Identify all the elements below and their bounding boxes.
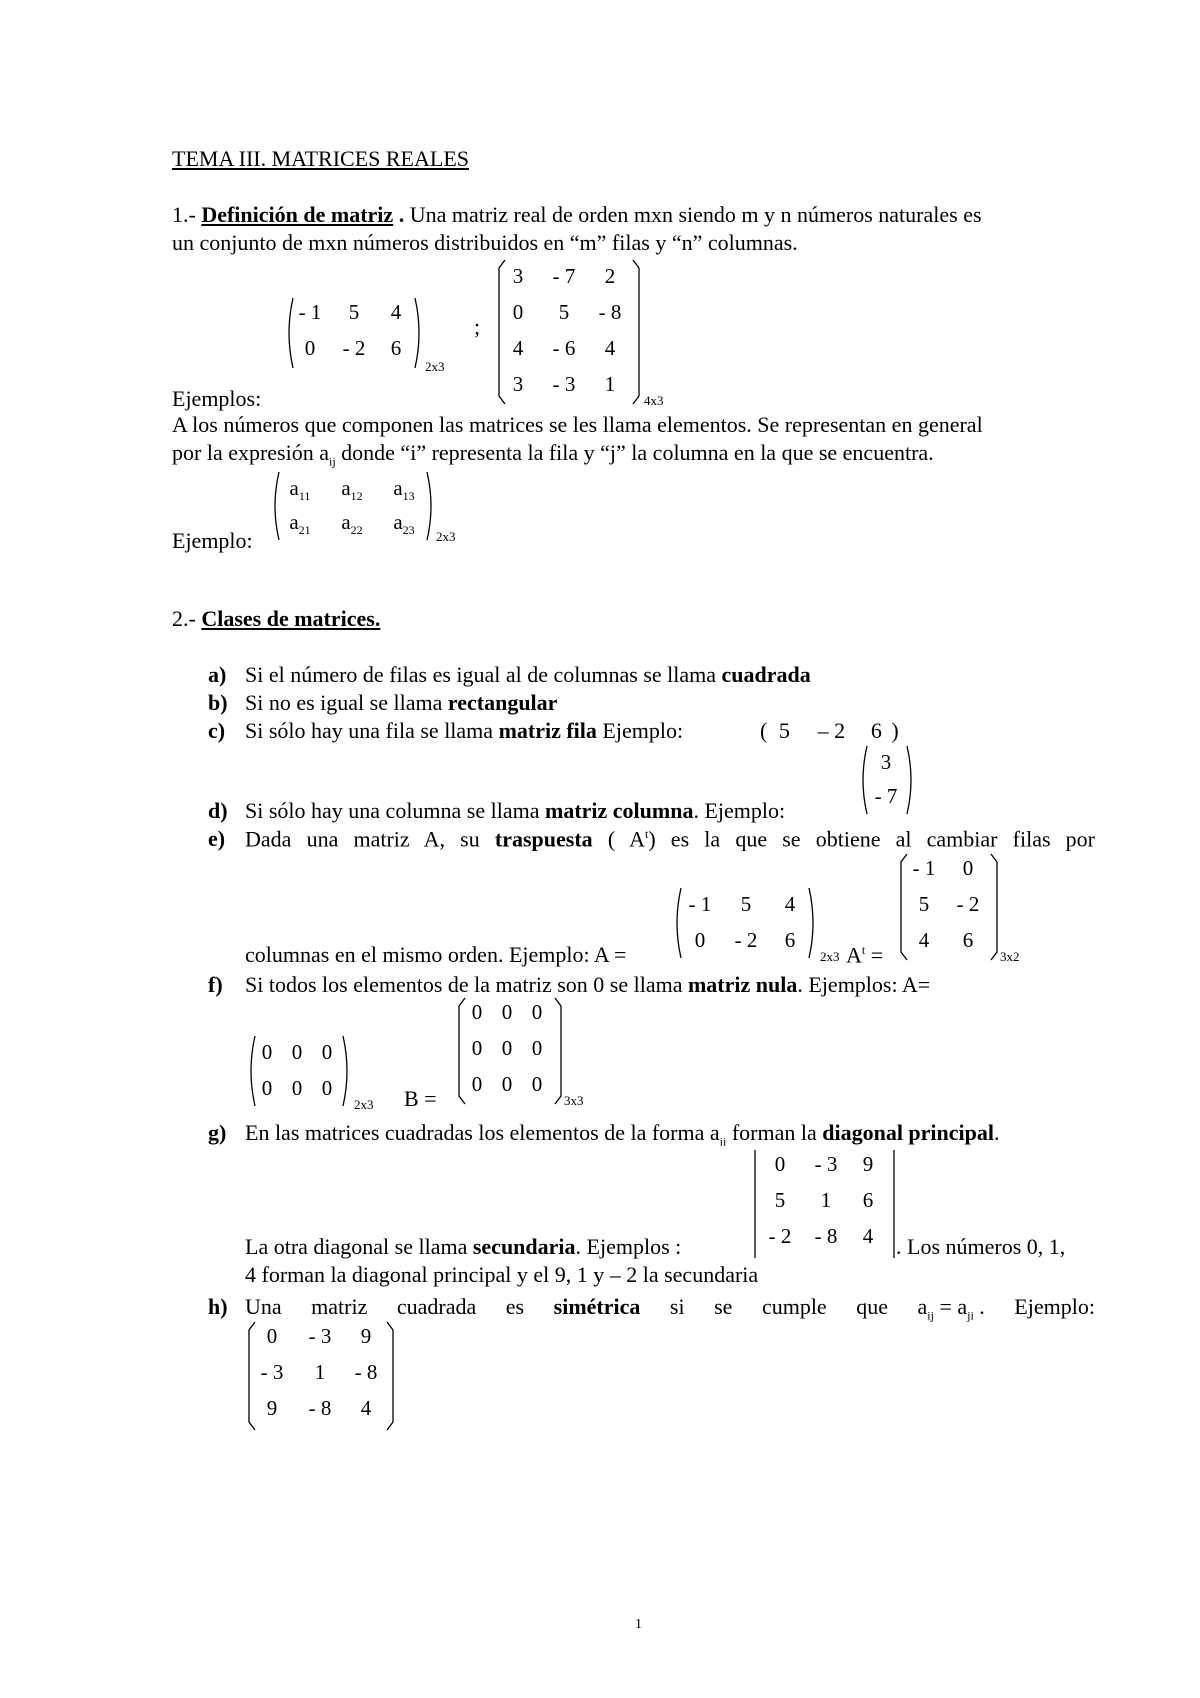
matrix-cell: - 3 xyxy=(552,372,576,396)
matrix-cell: 6 xyxy=(962,928,974,952)
matrix-cell: 9 xyxy=(862,1152,874,1176)
matrix-A-2x3 xyxy=(672,886,852,964)
matrix-cell: $a_{11}$ xyxy=(289,476,311,504)
matrix-cell: - 6 xyxy=(552,336,576,360)
column-matrix-example xyxy=(858,744,918,816)
item-f-text: Si todos los elementos de la matriz son 0 se llama matriz nula. Ejemplos: A= xyxy=(245,972,931,997)
right-paren xyxy=(808,886,818,960)
symmetric-equation: $a_{ij} = a_{ji}$ . xyxy=(917,1294,985,1323)
matrix-cell: 0 xyxy=(694,928,706,952)
matrix-cell: - 8 xyxy=(598,300,622,324)
elements-text-2b: donde “i” representa la fila y “j” la columna en la que se encuentra. xyxy=(335,440,934,465)
left-paren xyxy=(270,470,280,542)
item-g-text-2: La otra diagonal se llama secundaria. Ejemplos : xyxy=(245,1234,682,1259)
matrix-generic-2x3 xyxy=(270,470,460,542)
examples-label: Ejemplos: xyxy=(172,386,262,411)
item-f-label: f) xyxy=(208,972,223,997)
matrix-size: 3x2 xyxy=(1000,949,1020,964)
matrix-cell: 5 xyxy=(740,892,752,916)
section-2-heading-line xyxy=(172,608,380,630)
matrix-cell: 6 xyxy=(870,718,882,743)
section-1-text-1: Una matriz real de orden mxn siendo m y n números naturales es xyxy=(409,202,982,227)
null-matrix-B-3x3 xyxy=(456,996,606,1106)
right-paren xyxy=(386,1320,396,1432)
right-paren xyxy=(906,744,916,816)
item-g-text-2c: . Los números 0, 1, xyxy=(896,1234,1066,1259)
matrix-size: 2x3 xyxy=(436,529,456,544)
item-d-text: Si sólo hay una columna se llama matriz columna. Ejemplo: xyxy=(245,798,786,823)
section-2-heading: Clases de matrices. xyxy=(201,606,381,631)
item-c-label: c) xyxy=(208,718,226,743)
item-d-label: d) xyxy=(208,798,228,823)
item-e-text-2: columnas en el mismo orden. Ejemplo: A = xyxy=(245,942,627,967)
matrix-cell: $a_{22}$ xyxy=(341,510,363,538)
matrix-cell: 0 xyxy=(261,1076,273,1100)
matrix-size: 2x3 xyxy=(820,949,840,964)
matrix-cell: 4 xyxy=(360,1396,372,1420)
section-1-number: 1.- xyxy=(172,202,202,227)
null-matrix-A-2x3 xyxy=(246,1034,406,1112)
matrix-size: 3x3 xyxy=(564,1093,584,1108)
item-c-text: Si sólo hay una fila se llama matriz fila Ejemplo: xyxy=(245,718,684,743)
matrix-cell: 0 xyxy=(291,1076,303,1100)
matrix-cell: - 8 xyxy=(814,1224,838,1248)
matrix-cell: 0 xyxy=(531,1000,543,1024)
matrix-cell: 0 xyxy=(774,1152,786,1176)
matrix-cell: 0 xyxy=(531,1036,543,1060)
matrix-cell: - 3 xyxy=(814,1152,838,1176)
matrix-cell: - 2 xyxy=(956,892,980,916)
item-b-text: Si no es igual se llama rectangular xyxy=(245,690,558,715)
left-bar xyxy=(752,1148,760,1260)
matrix-cell: 0 xyxy=(291,1040,303,1064)
matrix-cell: 6 xyxy=(390,336,402,360)
matrix-cell: 9 xyxy=(360,1324,372,1348)
matrix-cell: - 3 xyxy=(260,1360,284,1384)
right-paren: ) xyxy=(891,718,899,743)
matrix-cell: - 3 xyxy=(308,1324,332,1348)
item-g-text-3: 4 forman la diagonal principal y el 9, 1 y – 2 la secundaria xyxy=(245,1262,759,1287)
item-g-label: g) xyxy=(208,1120,227,1145)
matrix-cell: 5 xyxy=(774,1188,786,1212)
null-matrix-B-label: B = xyxy=(404,1086,437,1111)
page-number: 1 xyxy=(635,1617,642,1632)
matrix-cell: 4 xyxy=(862,1224,874,1248)
matrix-cell: 5 xyxy=(918,892,930,916)
matrix-cell: $a_{12}$ xyxy=(341,476,363,504)
item-b-label: b) xyxy=(208,690,228,715)
matrix-cell: 0 xyxy=(512,300,524,324)
page-title: TEMA III. MATRICES REALES xyxy=(172,146,469,171)
elements-text-2a: por la expresión a xyxy=(172,440,329,465)
matrix-cell: - 1 xyxy=(688,892,712,916)
right-paren xyxy=(554,996,564,1106)
matrix-cell: 2 xyxy=(604,264,616,288)
matrix-cell: 6 xyxy=(784,928,796,952)
section-1-heading-dot: . xyxy=(393,202,410,227)
section-2-number: 2.- xyxy=(172,606,202,631)
row-matrix-example xyxy=(760,720,899,742)
matrix-cell: 5 xyxy=(348,300,360,324)
matrix-cell: $a_{21}$ xyxy=(289,510,311,538)
matrix-cell: 0 xyxy=(266,1324,278,1348)
matrix-cell: 0 xyxy=(962,856,974,880)
matrix-cell: 5 xyxy=(558,300,570,324)
matrix-cell: 3 xyxy=(512,264,524,288)
matrix-cell: 0 xyxy=(501,1000,513,1024)
matrix-example-4x3 xyxy=(496,258,686,406)
matrix-cell: 4 xyxy=(918,928,930,952)
matrix-cell: 0 xyxy=(501,1072,513,1096)
matrix-cell: 4 xyxy=(390,300,402,324)
item-a-label: a) xyxy=(208,662,227,687)
matrix-cell: $a_{23}$ xyxy=(393,510,415,538)
matrix-cell: 0 xyxy=(471,1000,483,1024)
matrix-cell: – 2 xyxy=(817,718,846,743)
matrix-cell: 4 xyxy=(512,336,524,360)
matrix-cell: 3 xyxy=(512,372,524,396)
matrix-size: 2x3 xyxy=(354,1097,374,1112)
matrix-cell: - 1 xyxy=(912,856,936,880)
diagonal-example-matrix xyxy=(752,1148,900,1260)
example-label: Ejemplo: xyxy=(172,528,253,553)
matrix-cell: 1 xyxy=(314,1360,326,1384)
item-h-label: h) xyxy=(208,1294,228,1319)
right-paren xyxy=(342,1034,352,1108)
right-paren xyxy=(632,258,642,406)
matrix-cell: 9 xyxy=(266,1396,278,1420)
section-1-heading: Definición de matriz xyxy=(201,202,394,227)
matrix-cell: - 2 xyxy=(342,336,366,360)
matrix-cell: 0 xyxy=(321,1040,333,1064)
matrix-cell: - 2 xyxy=(734,928,758,952)
matrix-cell: 0 xyxy=(261,1040,273,1064)
matrix-At-3x2 xyxy=(898,852,1038,962)
matrix-cell: $a_{13}$ xyxy=(393,476,415,504)
section-1-text-2: un conjunto de mxn números distribuidos en “m” filas y “n” columnas. xyxy=(172,230,798,255)
item-g-text-1: En las matrices cuadradas los elementos de la forma $a_{ii}$ forman la diagonal principal. xyxy=(245,1120,1000,1149)
item-h-text: Una matriz cuadrada es simétrica si se cumple que $a_{ij} = a_{ji}$ . Ejemplo: xyxy=(245,1294,1095,1323)
matrix-cell: - 1 xyxy=(298,300,322,324)
matrix-cell: 5 xyxy=(778,718,790,743)
elements-text-2 xyxy=(172,442,934,467)
matrix-size: 2x3 xyxy=(425,359,445,374)
matrix-cell: - 8 xyxy=(308,1396,332,1420)
matrix-example-2x3 xyxy=(284,296,454,374)
elements-text-1: A los números que componen las matrices se les llama elementos. Se representan en general xyxy=(172,412,983,437)
symmetric-matrix-example xyxy=(246,1320,406,1432)
matrix-cell: 4 xyxy=(784,892,796,916)
right-paren xyxy=(414,296,424,370)
matrix-cell: 0 xyxy=(471,1072,483,1096)
matrix-cell: - 2 xyxy=(768,1224,792,1248)
matrix-cell: 0 xyxy=(304,336,316,360)
matrix-cell: 1 xyxy=(820,1188,832,1212)
section-1-line-1 xyxy=(172,204,982,226)
right-paren xyxy=(426,470,436,542)
matrix-cell: 0 xyxy=(531,1072,543,1096)
separator: ; xyxy=(474,314,481,339)
left-paren: ( xyxy=(760,718,768,743)
matrix-cell: 6 xyxy=(862,1188,874,1212)
aij-subscript: ij xyxy=(329,454,336,469)
matrix-cell: 0 xyxy=(501,1036,513,1060)
matrix-cell: - 7 xyxy=(552,264,576,288)
matrix-cell: - 8 xyxy=(354,1360,378,1384)
matrix-cell: 3 xyxy=(880,750,892,774)
matrix-cell: 1 xyxy=(604,372,616,396)
matrix-cell: 0 xyxy=(321,1076,333,1100)
item-a-text: Si el número de filas es igual al de columnas se llama cuadrada xyxy=(245,662,811,687)
item-e-text-1: Dada una matriz A, su traspuesta ( $A^t$) es la que se obtiene al cambiar filas por xyxy=(245,826,1096,852)
item-e-label: e) xyxy=(208,826,226,851)
matrix-cell: 0 xyxy=(471,1036,483,1060)
transpose-label: $A^t$ = xyxy=(846,942,884,968)
matrix-size: 4x3 xyxy=(644,393,664,408)
matrix-cell: - 7 xyxy=(874,784,898,808)
matrix-cell: 4 xyxy=(604,336,616,360)
right-paren xyxy=(990,852,1000,962)
